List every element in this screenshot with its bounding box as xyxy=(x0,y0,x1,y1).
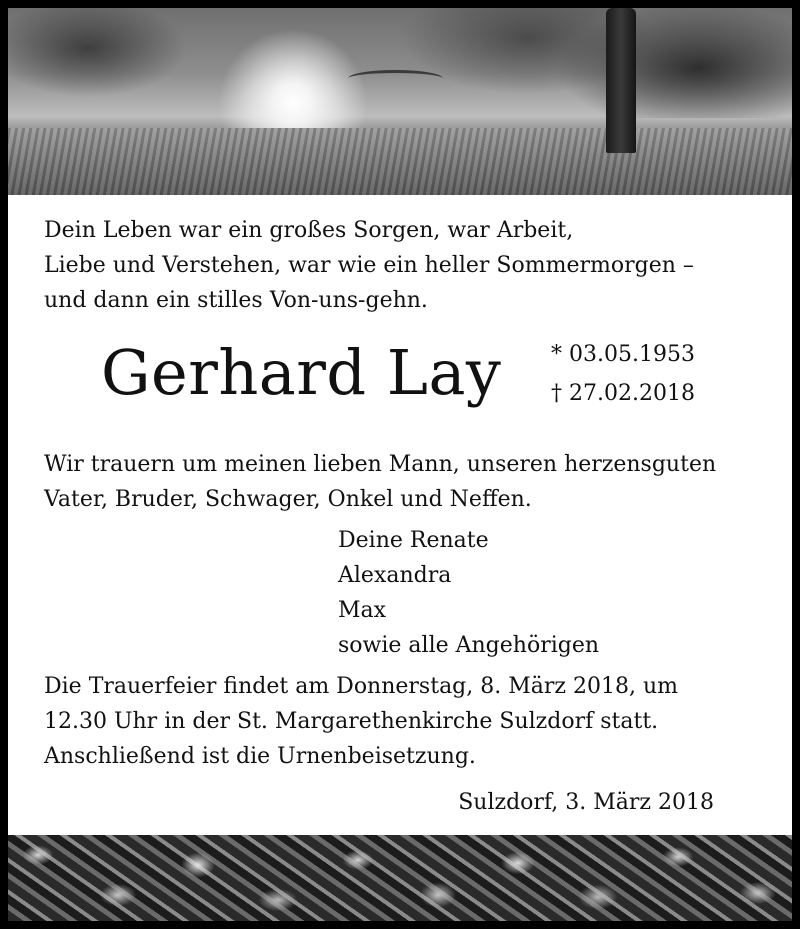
mourning-line: Vater, Bruder, Schwager, Onkel und Neffen. xyxy=(44,487,532,512)
tree-trunk xyxy=(606,8,636,153)
birth-date: * 03.05.1953 xyxy=(551,342,695,367)
service-info xyxy=(44,669,774,774)
service-line: Die Trauerfeier findet am Donnerstag, 8. März 2018, um xyxy=(44,674,678,699)
life-dates xyxy=(551,335,695,413)
service-line: 12.30 Uhr in der St. Margarethenkirche Sulzdorf statt. xyxy=(44,709,659,734)
signer: Alexandra xyxy=(338,563,452,588)
service-line: Anschließend ist die Urnenbeisetzung. xyxy=(44,744,476,769)
poem-line: und dann ein stilles Von-uns-gehn. xyxy=(44,288,428,313)
park-bridge xyxy=(348,70,443,87)
signer: Max xyxy=(338,598,387,623)
leaf-covered-ground xyxy=(8,128,792,195)
signers-list xyxy=(338,523,599,663)
mourning-line: Wir trauern um meinen lieben Mann, unseren herzensguten xyxy=(44,452,717,477)
poem-line: Liebe und Verstehen, war wie ein heller Sommermorgen – xyxy=(44,253,694,278)
signer: sowie alle Angehörigen xyxy=(338,633,600,658)
text-panel xyxy=(8,195,792,835)
autumn-park-photo xyxy=(8,8,792,195)
poem xyxy=(44,213,764,318)
death-date: † 27.02.2018 xyxy=(551,381,695,406)
tree-canopy xyxy=(8,8,792,118)
place-and-date: Sulzdorf, 3. März 2018 xyxy=(458,790,714,815)
deceased-name: Gerhard Lay xyxy=(101,336,502,409)
mourning-text xyxy=(44,447,774,517)
poem-line: Dein Leben war ein großes Sorgen, war Arbeit, xyxy=(44,218,574,243)
fallen-leaves-photo xyxy=(8,835,792,921)
signer: Deine Renate xyxy=(338,528,489,553)
